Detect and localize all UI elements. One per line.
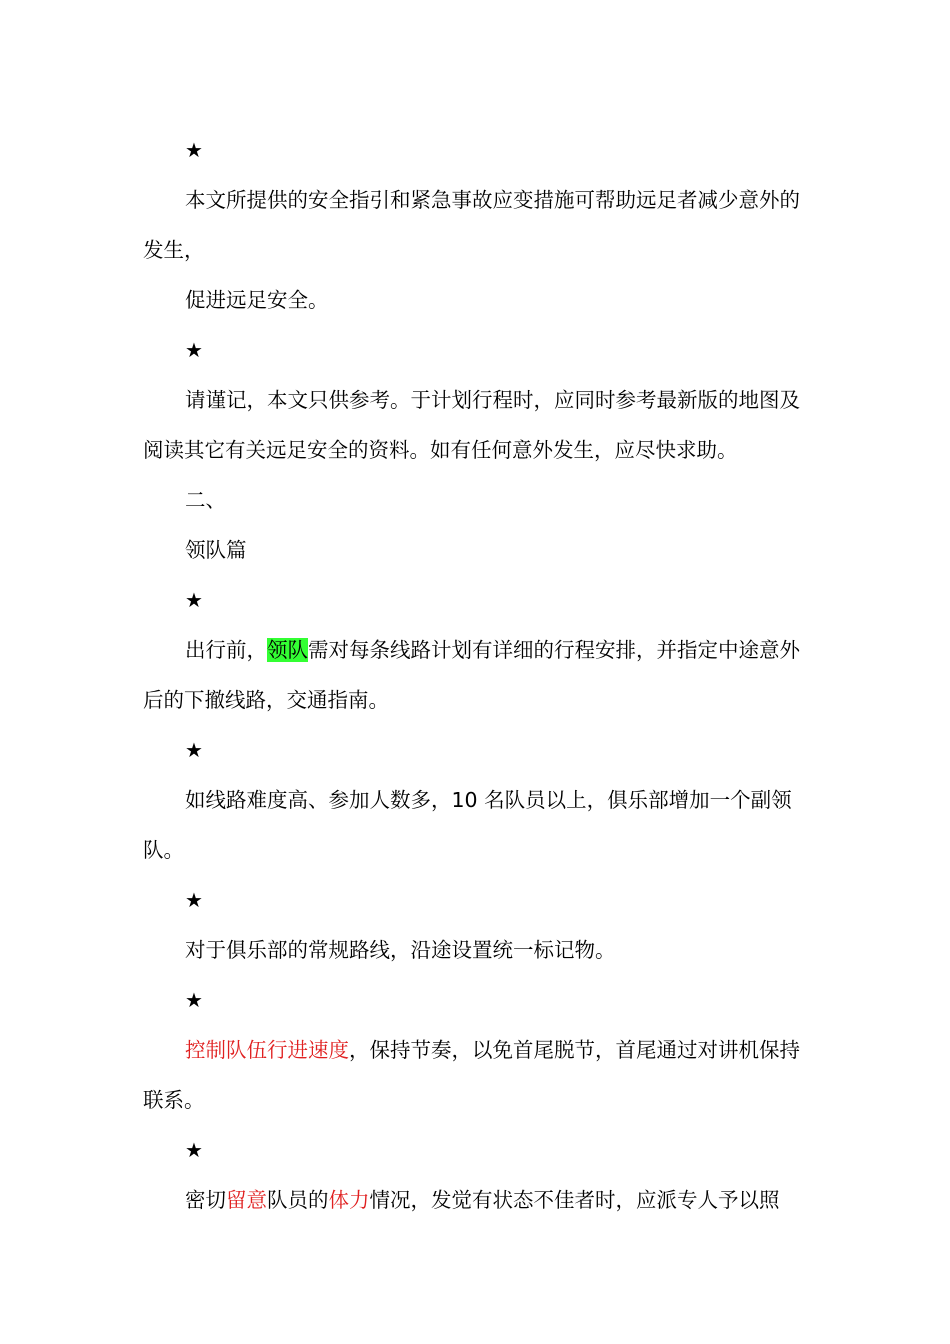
paragraph-assistant-leader: 如线路难度高、参加人数多，10 名队员以上，俱乐部增加一个副领队。	[143, 788, 792, 862]
text-segment: 密切	[185, 1188, 226, 1212]
paragraph-pre-trip-plan	[143, 625, 808, 725]
star-bullet: ★	[185, 888, 203, 912]
emphasized-text: 控制队伍行进速度	[185, 1038, 349, 1062]
paragraph-pace-control	[143, 1025, 808, 1125]
text-segment: 情况，发觉有状态不佳者时，应派专人予以照	[369, 1188, 780, 1212]
paragraph-route-markers: 对于俱乐部的常规路线，沿途设置统一标记物。	[185, 938, 616, 962]
highlighted-term: 领队	[267, 638, 308, 662]
text-segment: 需对每条线路计划有详细的行程安排，并指定中途意外后的下撤线路，交通指南。	[143, 638, 800, 712]
text-segment: ，保持节奏，以免首尾脱节，首尾通过对讲机保持联系。	[143, 1038, 800, 1112]
star-bullet: ★	[185, 138, 203, 162]
section-title: 领队篇	[185, 538, 247, 562]
text-segment: 出行前，	[185, 638, 267, 662]
section-number: 二、	[185, 488, 226, 512]
emphasized-text: 体力	[328, 1188, 370, 1212]
star-bullet: ★	[185, 1138, 203, 1162]
paragraph-promote-safety: 促进远足安全。	[185, 288, 329, 312]
paragraph-safety-guidance: 本文所提供的安全指引和紧急事故应变措施可帮助远足者减少意外的发生，	[143, 188, 800, 262]
paragraph-monitor-stamina	[143, 1175, 808, 1225]
star-bullet: ★	[185, 588, 203, 612]
star-bullet: ★	[185, 338, 203, 362]
star-bullet: ★	[185, 988, 203, 1012]
star-bullet: ★	[185, 738, 203, 762]
paragraph-disclaimer: 请谨记，本文只供参考。于计划行程时，应同时参考最新版的地图及阅读其它有关远足安全的资料。如有任何意外发生，应尽快求助。	[143, 388, 800, 462]
text-segment: 队员的	[267, 1188, 329, 1212]
emphasized-text: 留意	[226, 1188, 267, 1212]
